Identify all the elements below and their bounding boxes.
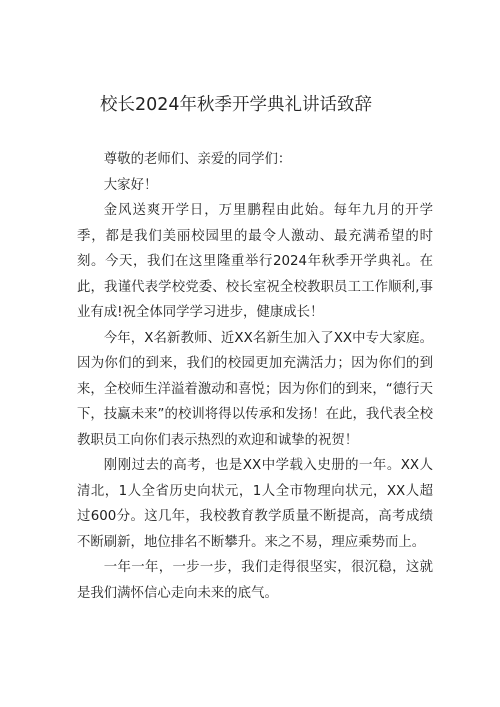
paragraph: 一年一年，一步一步，我们走得很坚实，很沉稳，这就是我们满怀信心走向未来的底气。 (77, 560, 433, 601)
paragraph: 今年，X名新教师、近XX名新生加入了XX中专大家庭。因为你们的到来，我们的校园更加充满活力；因为你们的到来，全校师生洋溢着激动和喜悦；因为你们的到来，“德行天下，技赢未来”的校训将得以传承和发扬！在此，我代表全校教职员工向你们表示热烈的欢迎和诚挚的祝贺！ (77, 330, 433, 448)
paragraph: 金风送爽开学日，万里鹏程由此始。每年九月的开学季，都是我们美丽校园里的最令人激动、最充满希望的时刻。今天，我们在这里隆重举行2024年秋季开学典礼。在此，我谨代表学校党委、校长室祝全校教职员工工作顺利,事业有成!祝全体同学学习进步，健康成长！ (77, 203, 433, 320)
paragraph: 刚刚过去的高考，也是XX中学载入史册的一年。XX人清北，1人全省历史向状元，1人全市物理向状元，XX人超过600分。这几年，我校教育教学质量不断提高，高考成绩不断刷新，地位排名不断攀升。来之不易，理应乘势而上。 (77, 458, 433, 550)
salutation: 尊敬的老师们、亲爱的同学们： (103, 152, 292, 167)
greeting: 大家好！ (103, 177, 158, 193)
document-title: 校长2024年秋季开学典礼讲话致辞 (100, 95, 373, 115)
document-body (77, 147, 433, 606)
